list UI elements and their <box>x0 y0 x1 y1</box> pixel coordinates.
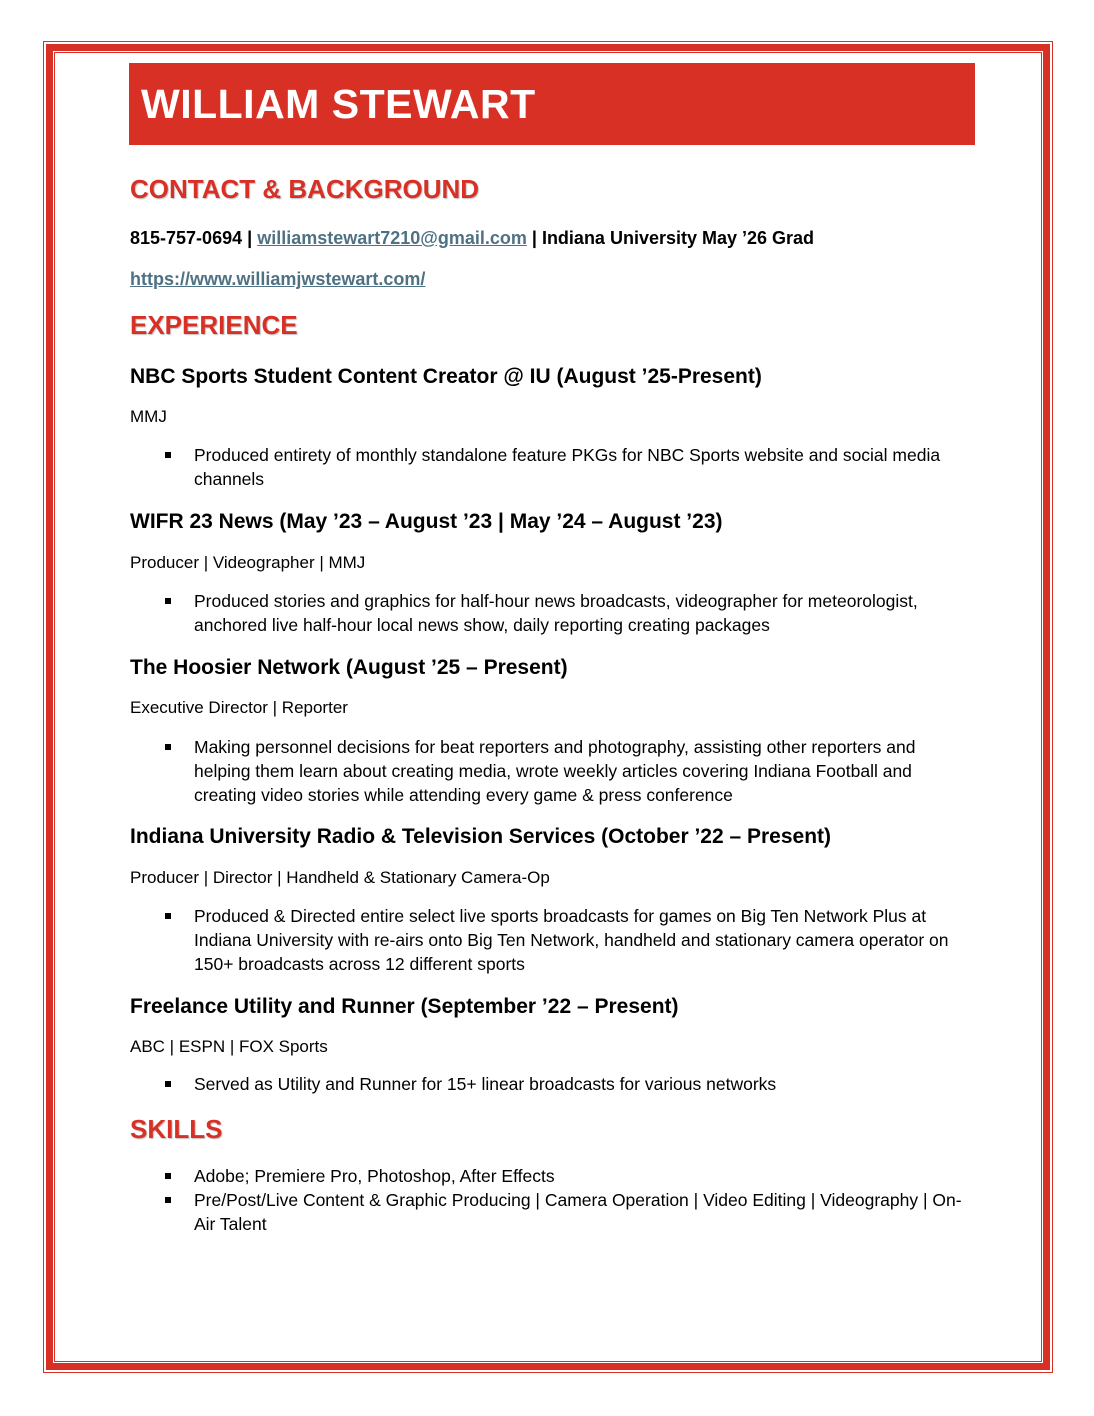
website-line <box>130 267 425 291</box>
job-title-iu-rts: Indiana University Radio & Television Services (October ’22 – Present) <box>130 825 832 848</box>
bullet-square-icon <box>165 598 171 604</box>
contact-heading: CONTACT & BACKGROUND <box>130 174 480 204</box>
separator: | <box>531 228 537 248</box>
job-title-nbc-sports: NBC Sports Student Content Creator @ IU (August ’25-Present) <box>130 365 762 388</box>
job-title-freelance: Freelance Utility and Runner (September ’22 – Present) <box>130 995 679 1018</box>
list-item: Making personnel decisions for beat reporters and photography, assisting other reporters and helping them learn about creating media, wrote weekly articles covering Indiana Football and creating video stories while attending every game & press conference <box>130 735 970 807</box>
contact-line <box>130 226 814 250</box>
candidate-name: WILLIAM STEWART <box>141 81 536 127</box>
list-item: Produced entirety of monthly standalone feature PKGs for NBC Sports website and social media channels <box>130 443 970 491</box>
skills-heading: SKILLS <box>130 1114 223 1144</box>
job-bullets <box>130 735 970 807</box>
list-item: Adobe; Premiere Pro, Photoshop, After Effects <box>130 1164 970 1188</box>
skills-list <box>130 1164 970 1236</box>
bullet-square-icon <box>165 452 171 458</box>
separator: | <box>247 228 253 248</box>
bullet-square-icon <box>165 744 171 750</box>
job-title-hoosier-network: The Hoosier Network (August ’25 – Present) <box>130 656 568 679</box>
list-item: Produced & Directed entire select live sports broadcasts for games on Big Ten Network Plus at Indiana University with re-airs onto Big Ten Network, handheld and stationary camera operator on 150+ broadcasts across 12 different sports <box>130 904 970 976</box>
job-role: Executive Director | Reporter <box>130 698 348 717</box>
job-role: MMJ <box>130 407 167 426</box>
job-bullets <box>130 904 970 976</box>
job-role: Producer | Videographer | MMJ <box>130 553 366 572</box>
bullet-square-icon <box>165 913 171 919</box>
list-item: Produced stories and graphics for half-hour news broadcasts, videographer for meteorologist, anchored live half-hour local news show, daily reporting creating packages <box>130 589 970 637</box>
job-bullets <box>130 1072 970 1096</box>
list-item: Pre/Post/Live Content & Graphic Producing | Camera Operation | Video Editing | Videography | On-Air Talent <box>130 1188 970 1236</box>
bullet-square-icon <box>165 1173 171 1179</box>
job-bullets <box>130 589 970 637</box>
job-role: ABC | ESPN | FOX Sports <box>130 1037 328 1056</box>
bullet-square-icon <box>165 1081 171 1087</box>
email-link[interactable]: williamstewart7210@gmail.com <box>257 228 527 248</box>
job-role: Producer | Director | Handheld & Stationary Camera-Op <box>130 868 550 887</box>
phone-number: 815-757-0694 <box>130 228 243 248</box>
website-link[interactable]: https://www.williamjwstewart.com/ <box>130 269 426 289</box>
name-banner <box>129 63 975 145</box>
job-bullets <box>130 443 970 491</box>
school-info: Indiana University May ’26 Grad <box>541 228 815 248</box>
experience-heading: EXPERIENCE <box>130 310 298 340</box>
bullet-square-icon <box>165 1197 171 1203</box>
list-item: Served as Utility and Runner for 15+ linear broadcasts for various networks <box>130 1072 970 1096</box>
job-title-wifr: WIFR 23 News (May ’23 – August ’23 | May ’24 – August ’23) <box>130 510 723 533</box>
